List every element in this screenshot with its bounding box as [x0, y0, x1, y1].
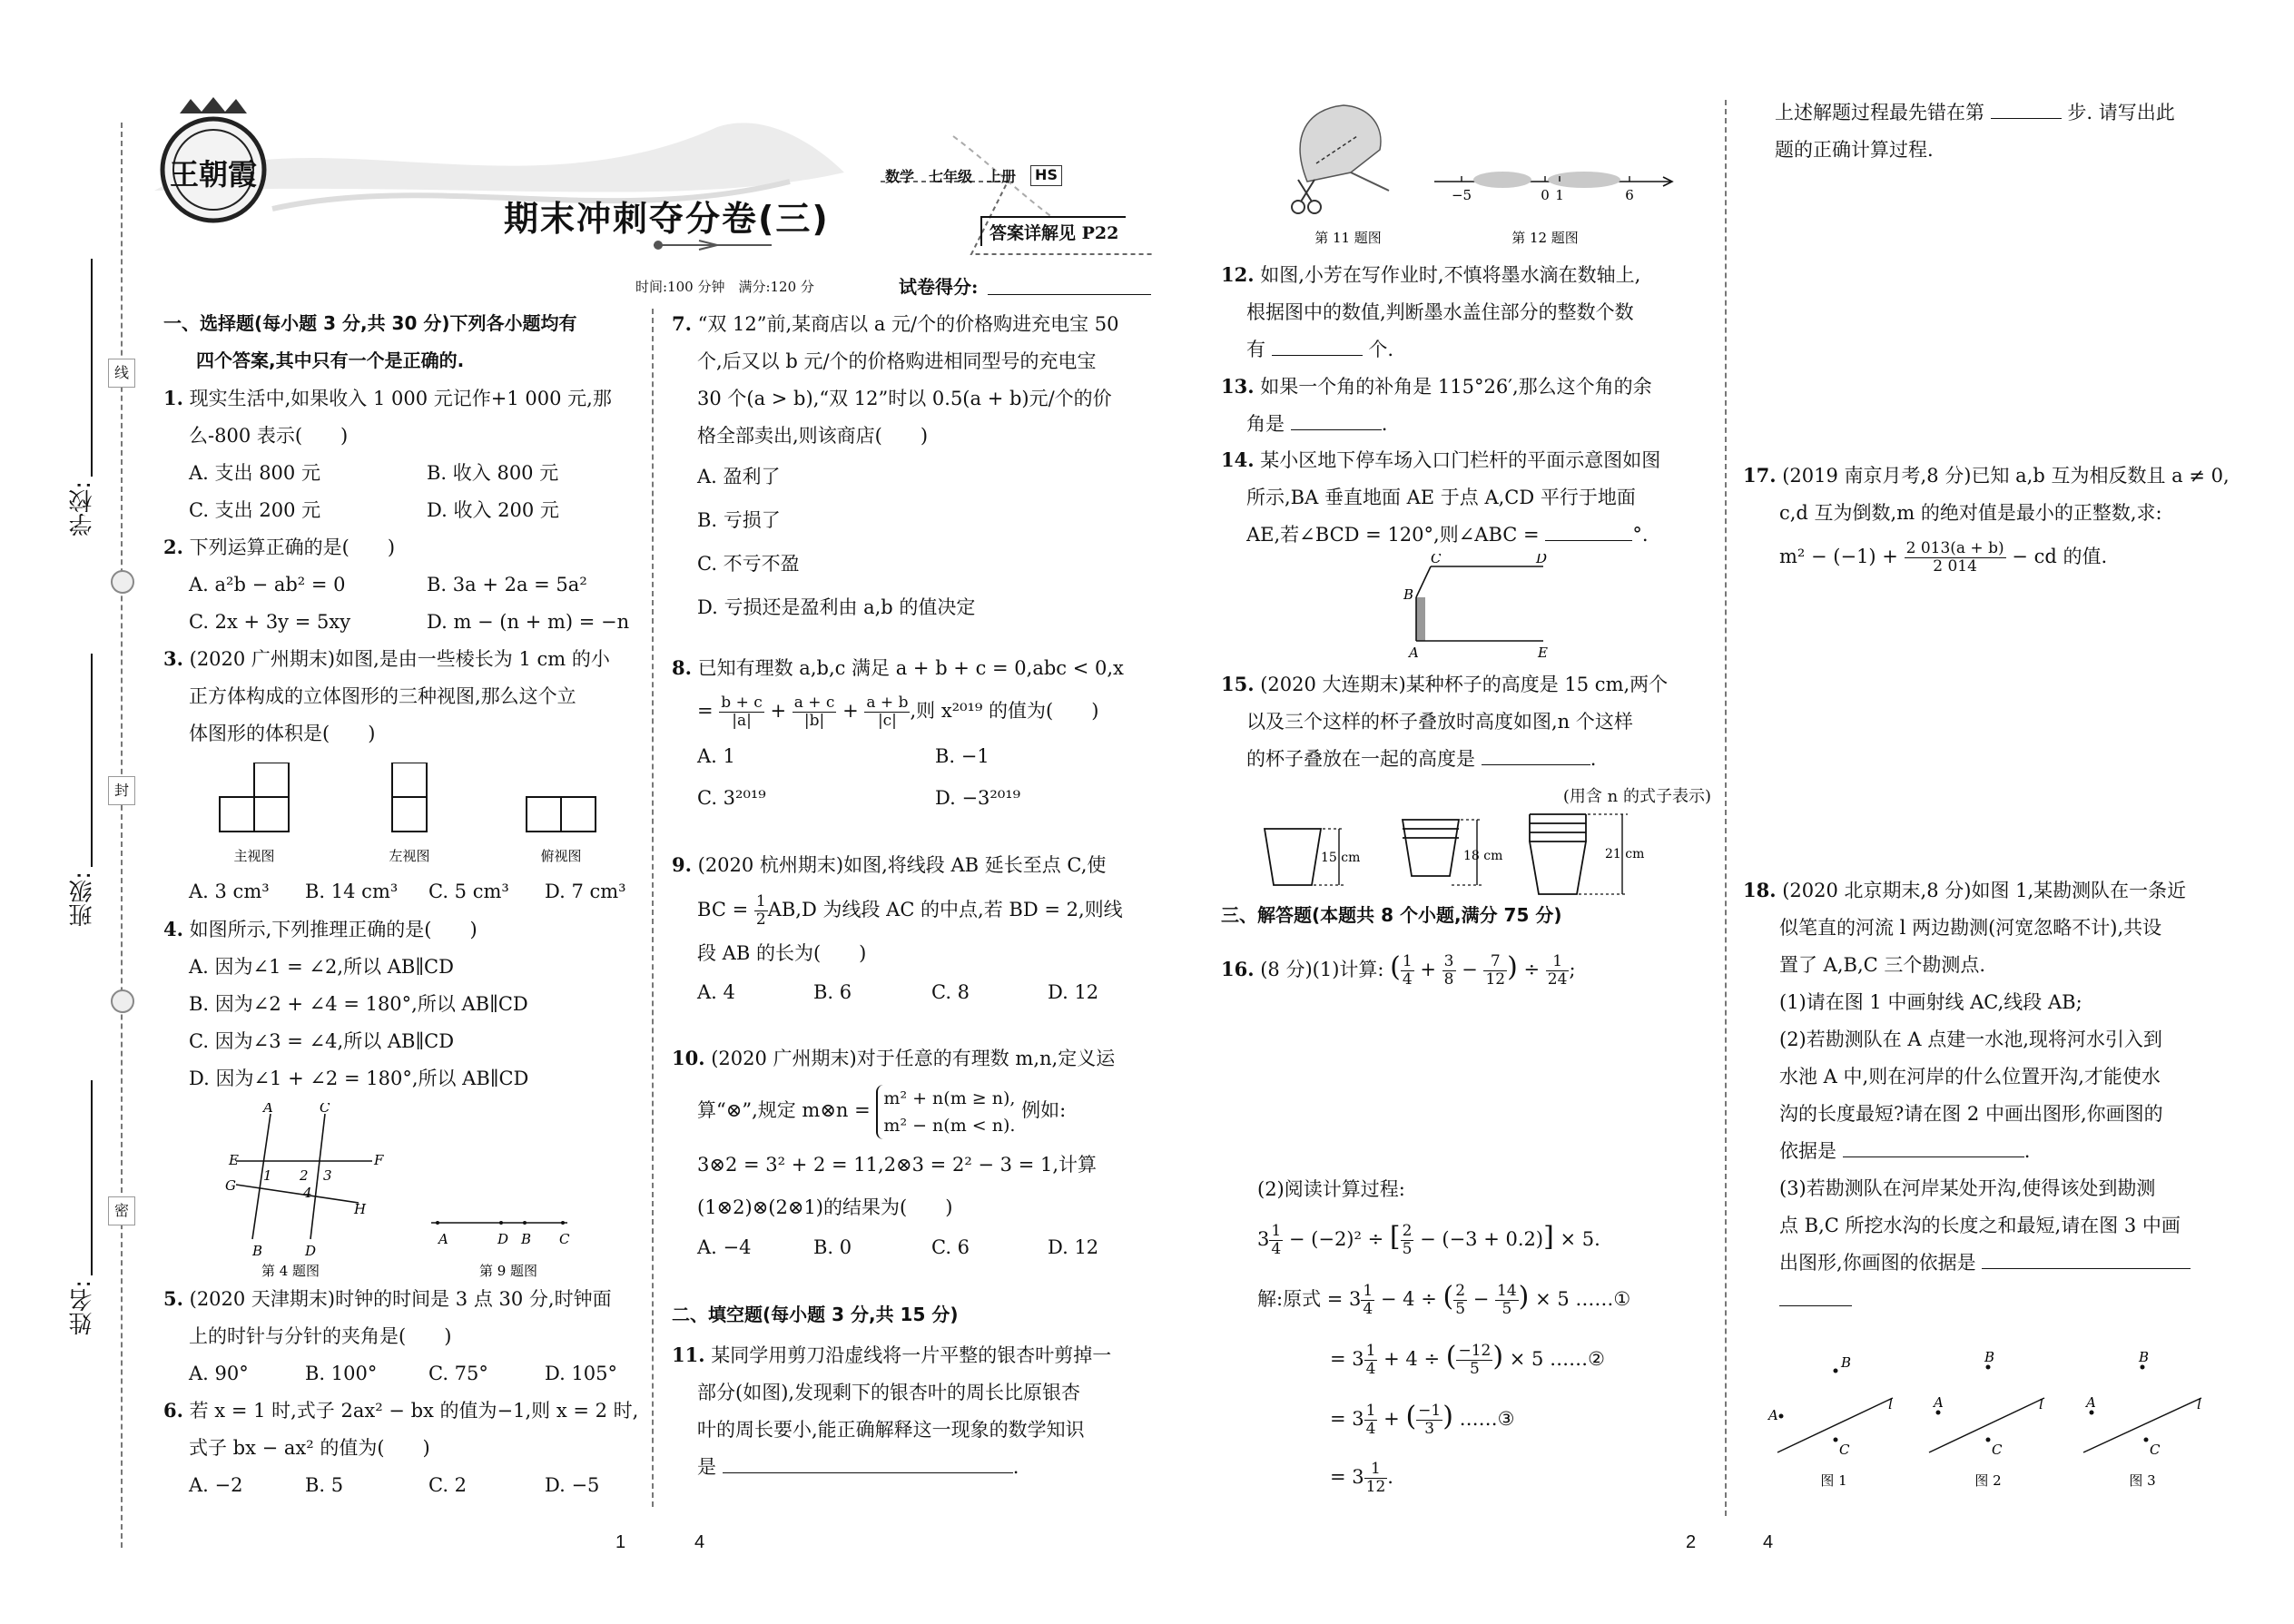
q7-option-c[interactable]: C. 不亏不盈 [697, 553, 800, 575]
time-score-info: 时间:100 分钟 满分:120 分 [635, 279, 814, 295]
q14-gate-figure [1398, 554, 1580, 663]
q8-option-a[interactable]: A. 1 [697, 745, 735, 767]
q5-option-b[interactable]: B. 100° [305, 1363, 378, 1384]
class-label: 班级: [69, 871, 96, 927]
q4-option-a[interactable]: A. 因为∠1 = ∠2,所以 AB∥CD [189, 956, 454, 978]
question-18: 18. (2020 北京期末,8 分)如图 1,某勘测队在一条近 似笔直的河流 l 两边勘测(河宽忽略不计),共设 置了 A,B,C 三个勘测点. (1)请在图 1 中画射线 AC,线段 AB; (2)若勘测队在 A 点建一水池,现将河水引入到 水池 A 中,则在河岸的什么位置开沟,才能使水 沟的长度最短?请在图 2 中画出图形,你画图的 依据是 . (3)若勘测队在河岸某处开沟,使得该处到勘测 点 B,C 所挖水沟的长度之和最短,请在图 3 中画 出图形,你画图的依据是 [1743, 871, 2233, 1319]
svg-text:B: B [252, 1243, 263, 1259]
q18-figure-caption: 图 1 [1820, 1472, 1847, 1489]
q1-option-c[interactable]: C. 支出 200 元 [189, 499, 321, 521]
question-9: 9. (2020 杭州期末)如图,将线段 AB 延长至点 C,使 BC = $\frac{1}{2}$ AB,D 为线段 AC 的中点,若 BD = 2,则线 段 AB 的长为( ) A. 4 B. 6 C. 8 D. 12 [672, 846, 1162, 1012]
q15-height-label: 21 cm [1605, 847, 1645, 861]
question-4: 4. 如图所示,下列推理正确的是( ) A. 因为∠1 = ∠2,所以 AB∥CD B. 因为∠2 + ∠4 = 180°,所以 AB∥CD C. 因为∠3 = ∠4,所以 AB∥CD D. 因为∠1 + ∠2 = 180°,所以 AB∥CD [163, 910, 645, 1097]
question-8: 8. 已知有理数 a,b,c 满足 a + b + c = 0,abc < 0,x = $\frac{b + c}{|a|}$ + $\frac{a + c}{|b|}$ + $\frac{a + b}{|c|}$ ,则 x²⁰¹⁹ 的值为( ) A. 1 B. −1 C. 3²⁰¹⁹ D. −3²⁰¹⁹ [672, 649, 1162, 818]
svg-text:C: C [1839, 1442, 1850, 1458]
page-number: 1 [615, 1532, 626, 1552]
q12-tick-label: 6 [1625, 187, 1634, 203]
q8-option-c[interactable]: C. 3²⁰¹⁹ [697, 787, 766, 809]
svg-text:A: A [263, 1103, 273, 1116]
name-label: 姓名: [69, 1280, 96, 1335]
q3-options [189, 873, 626, 910]
tag-grade: 七年级 [929, 168, 973, 185]
page-total: 4 [694, 1532, 705, 1552]
seal-mark-3: 密 [108, 1196, 135, 1225]
question-7: 7. “双 12”前,某商店以 a 元/个的价格购进充电宝 50 个,后又以 b 元/个的价格购进相同型号的充电宝 30 个(a > b),“双 12”时以 0.5(a + b)元/个的价 格全部卖出,则该商店( ) A. 盈利了 B. 亏损了 C. 不亏不盈 D. 亏损还是盈利由 a,b 的值决定 [672, 305, 1162, 629]
answer-reference: 答案详解见 P22 [980, 216, 1126, 246]
question-5: 5. (2020 天津期末)时钟的时间是 3 点 30 分,时钟面 上的时针与分针的夹角是( ) A. 90° B. 100° C. 75° D. 105° [163, 1280, 645, 1393]
svg-text:H: H [354, 1201, 367, 1217]
q7-option-d[interactable]: D. 亏损还是盈利由 a,b 的值决定 [697, 596, 976, 618]
q2-option-b[interactable]: B. 3a + 2a = 5a² [427, 574, 587, 595]
scissors-icon [1292, 180, 1321, 213]
q15-answer-field[interactable] [1482, 743, 1590, 765]
page-title: 期末冲刺夺分卷(三) [504, 199, 830, 239]
q18-basis-field-3-cont[interactable] [1779, 1284, 1852, 1306]
q4-q9-figures [218, 1103, 599, 1280]
svg-text:C: C [320, 1103, 330, 1116]
q11-answer-field[interactable] [723, 1451, 1013, 1473]
q2-option-d[interactable]: D. m − (n + m) = −n [427, 611, 630, 633]
svg-text:C: C [1992, 1442, 2003, 1458]
q9-option-a[interactable]: A. 4 [697, 981, 735, 1003]
question-12: 12. 如图,小芳在写作业时,不慎将墨水滴在数轴上, 根据图中的数值,判断墨水盖住部分的整数个数 有 个. [1221, 263, 1641, 360]
question-15: 15. (2020 大连期末)某种杯子的高度是 15 cm,两个 以及三个这样的杯子叠放时高度如图,n 个这样 的杯子叠放在一起的高度是 . (用含 n 的式子表示) [1221, 673, 1711, 806]
svg-text:1: 1 [263, 1167, 272, 1184]
q4-option-c[interactable]: C. 因为∠3 = ∠4,所以 AB∥CD [189, 1030, 455, 1052]
svg-text:B: B [521, 1231, 532, 1247]
q6-option-d[interactable]: D. −5 [545, 1474, 600, 1496]
q3-option-c[interactable]: C. 5 cm³ [428, 881, 509, 902]
brand-logo [154, 95, 272, 231]
q10-option-d[interactable]: D. 12 [1048, 1236, 1099, 1258]
logo-text: 王朝霞 [169, 157, 258, 192]
svg-text:C: C [2150, 1442, 2161, 1458]
binding-dashed-line [121, 123, 123, 1548]
section1-heading: 一、选择题(每小题 3 分,共 30 分)下列各小题均有 四个答案,其中只有一个是正确的. [163, 312, 577, 371]
q4-figure-caption: 第 4 题图 [261, 1263, 320, 1279]
q10-option-b[interactable]: B. 0 [813, 1236, 852, 1258]
svg-text:F: F [374, 1152, 384, 1168]
section2-heading: 二、填空题(每小题 3 分,共 15 分) [672, 1304, 959, 1325]
q9-option-d[interactable]: D. 12 [1048, 981, 1099, 1003]
svg-text:B: B [1841, 1354, 1852, 1371]
svg-text:B: B [1984, 1349, 1995, 1365]
q10-option-a[interactable]: A. −4 [697, 1236, 752, 1258]
q12-answer-field[interactable] [1272, 333, 1363, 356]
q10-option-c[interactable]: C. 6 [931, 1236, 970, 1258]
column-divider [1725, 100, 1727, 1516]
section3-heading: 三、解答题(本题共 8 个小题,满分 75 分) [1221, 904, 1562, 926]
q12-tick-label: 1 [1555, 187, 1564, 203]
page-number: 2 [1686, 1532, 1697, 1552]
svg-text:G: G [225, 1177, 236, 1194]
q3-option-d[interactable]: D. 7 cm³ [545, 881, 626, 902]
score-field[interactable] [988, 272, 1151, 295]
binding-hole-icon [111, 570, 134, 594]
q14-point-label: B [1403, 586, 1414, 603]
q12-tick-label: −5 [1451, 187, 1472, 203]
svg-text:3: 3 [323, 1167, 332, 1184]
svg-text:2: 2 [300, 1167, 309, 1184]
q9-option-b[interactable]: B. 6 [813, 981, 852, 1003]
q4-option-b[interactable]: B. 因为∠2 + ∠4 = 180°,所以 AB∥CD [189, 993, 528, 1015]
q7-option-a[interactable]: A. 盈利了 [697, 466, 781, 487]
q15-height-label: 15 cm [1321, 851, 1361, 865]
q18-basis-field-3[interactable] [1982, 1246, 2191, 1269]
svg-text:A: A [1768, 1407, 1778, 1423]
q16-continued: 上述解题过程最先错在第 步. 请写出此 题的正确计算过程. [1775, 94, 2247, 169]
q6-option-b[interactable]: B. 5 [305, 1474, 344, 1496]
question-10: 10. (2020 广州期末)对于任意的有理数 m,n,定义运 算“⊗”,规定 m⊗n = m² + n(m ≥ n), m² − n(m < n). 例如: 3⊗2 = 3² + 2 = 11,2⊗3 = 2² − 3 = 1,计算 (1⊗2)⊗(2⊗1)的结果为( ) A. −4 B. 0 C. 6 D. 12 [672, 1039, 1162, 1266]
question-16: 16. (8 分)(1)计算: ( $\frac{1}{4}$ + $\frac{3}{8}$ − $\frac{7}{12}$ ) ÷ $\frac{1}{24}$ ; [1221, 951, 1576, 989]
q3-front-view-label: 主视图 [233, 848, 275, 864]
q7-option-b[interactable]: B. 亏损了 [697, 509, 781, 531]
q14-point-label: C [1431, 554, 1442, 566]
q18-basis-field-2[interactable] [1843, 1135, 2024, 1157]
q3-option-b[interactable]: B. 14 cm³ [305, 881, 399, 902]
question-1: 1. 现实生活中,如果收入 1 000 元记作+1 000 元,那 么-800 表示( ) A. 支出 800 元 B. 收入 800 元 C. 支出 200 元 D. 收入 200 元 [163, 379, 635, 529]
q5-option-a[interactable]: A. 90° [189, 1363, 249, 1384]
q4-option-d[interactable]: D. 因为∠1 + ∠2 = 180°,所以 AB∥CD [189, 1068, 529, 1089]
seal-mark-1: 线 [108, 359, 135, 388]
tag-volume: 上册 [987, 168, 1017, 185]
svg-text:C: C [559, 1231, 570, 1247]
svg-text:D: D [497, 1231, 509, 1247]
svg-text:4: 4 [303, 1185, 312, 1201]
question-11: 11. 某同学用剪刀沿虚线将一片平整的银杏叶剪掉一 部分(如图),发现剩下的银杏叶的周长比原银杏 叶的周长要小,能正确解释这一现象的数学知识 是 . [672, 1343, 1112, 1478]
school-label: 学校: [69, 481, 96, 536]
q9-option-c[interactable]: C. 8 [931, 981, 970, 1003]
name-field[interactable] [91, 1080, 93, 1275]
q14-point-label: A [1409, 645, 1419, 661]
svg-text:B: B [2139, 1349, 2150, 1365]
q3-option-a[interactable]: A. 3 cm³ [189, 881, 270, 902]
question-6: 6. 若 x = 1 时,式子 2ax² − bx 的值为−1,则 x = 2 时, 式子 bx − ax² 的值为( ) A. −2 B. 5 C. 2 D. −5 [163, 1392, 645, 1504]
tag-subject: 数学 [885, 168, 915, 185]
question-13: 13. 如果一个角的补角是 115°26′,那么这个角的余 角是 . [1221, 375, 1652, 435]
q2-option-a[interactable]: A. a²b − ab² = 0 [189, 574, 346, 595]
svg-text:l: l [2039, 1396, 2043, 1412]
q6-option-a[interactable]: A. −2 [189, 1474, 243, 1496]
q3-side-view-label: 左视图 [389, 848, 430, 864]
q3-top-view-label: 俯视图 [540, 848, 582, 864]
svg-text:D: D [305, 1243, 317, 1259]
svg-text:l: l [1888, 1396, 1893, 1412]
column-divider [652, 309, 654, 1507]
q18-figure-caption: 图 2 [1974, 1472, 2002, 1489]
q3-three-views-figure [209, 763, 617, 871]
q1-option-b[interactable]: B. 收入 800 元 [427, 462, 559, 484]
score-label: 试卷得分: [899, 276, 979, 298]
q9-figure-caption: 第 9 题图 [478, 1263, 538, 1279]
question-2: 2. 下列运算正确的是( ) A. a²b − ab² = 0 B. 3a + 2a = 5a² C. 2x + 3y = 5xy D. m − (n + m) = −n [163, 528, 635, 641]
q1-option-d[interactable]: D. 收入 200 元 [427, 499, 559, 521]
subject-tags [885, 165, 1062, 186]
q16-step-field[interactable] [1991, 96, 2062, 119]
q8-option-b[interactable]: B. −1 [935, 745, 989, 767]
q18-figures [1761, 1343, 2242, 1498]
q12-tick-label: 0 [1541, 187, 1550, 203]
q16-part2: (2)阅读计算过程: 3 $\frac{1}{4}$ − (−2)² ÷ [ $\frac{2}{5}$ − (−3 + 0.2)] × 5. 解:原式 = 3 $\frac{1}{4}$ − 4 ÷ ( $\frac{2}{5}$ − $\frac{14}{5}$ ) × 5 ……① = 3 $\frac{1}{4}$ + 4 ÷ ( $\frac{-12}{5}$ ) × 5 ……② = 3 $\frac{1}{4}$ + ( $\frac{-1}{3}$ ) ……③ = 3 $\frac{1}{12}$ . [1257, 1178, 1631, 1496]
page-total: 4 [1763, 1532, 1774, 1552]
question-3: 3. (2020 广州期末)如图,是由一些棱长为 1 cm 的小 正方体构成的立体图形的三种视图,那么这个立 体图形的体积是( ) [163, 647, 610, 744]
school-field[interactable] [91, 259, 93, 477]
question-17: 17. (2019 南京月考,8 分)已知 a,b 互为相反数且 a ≠ 0, c,d 互为倒数,m 的绝对值是最小的正整数,求: m² − (−1) + $\frac{2 013(a + b)}{2 014}$ − cd 的值. [1743, 464, 2230, 576]
q13-answer-field[interactable] [1291, 408, 1382, 430]
class-field[interactable] [91, 654, 93, 867]
q15-height-label: 18 cm [1463, 849, 1503, 863]
q5-option-c[interactable]: C. 75° [428, 1363, 488, 1384]
question-14: 14. 某小区地下停车场入口门栏杆的平面示意图如图 所示,BA 垂直地面 AE 于点 A,CD 平行于地面 AE,若∠BCD = 120°,则∠ABC = °. [1221, 448, 1661, 546]
q11-figure-caption: 第 11 题图 [1314, 230, 1382, 246]
q2-option-c[interactable]: C. 2x + 3y = 5xy [189, 611, 351, 633]
tag-edition: HS [1030, 165, 1062, 186]
q8-option-d[interactable]: D. −3²⁰¹⁹ [935, 787, 1021, 809]
q1-option-a[interactable]: A. 支出 800 元 [189, 462, 320, 484]
q15-cups-figure [1257, 812, 1702, 903]
svg-text:A: A [2086, 1394, 2096, 1411]
q14-answer-field[interactable] [1545, 518, 1632, 541]
svg-text:A: A [1934, 1394, 1944, 1411]
svg-text:E: E [229, 1152, 239, 1168]
binding-hole-icon [111, 989, 134, 1013]
q14-point-label: D [1536, 554, 1548, 566]
svg-text:l: l [2197, 1396, 2201, 1412]
q18-figure-caption: 图 3 [2129, 1472, 2156, 1489]
seal-mark-2: 封 [108, 776, 135, 805]
q11-q12-figures [1271, 100, 1743, 254]
q14-point-label: E [1538, 645, 1548, 661]
svg-text:A: A [438, 1231, 448, 1247]
q6-option-c[interactable]: C. 2 [428, 1474, 468, 1496]
q12-figure-caption: 第 12 题图 [1511, 230, 1579, 246]
q5-option-d[interactable]: D. 105° [545, 1363, 618, 1384]
